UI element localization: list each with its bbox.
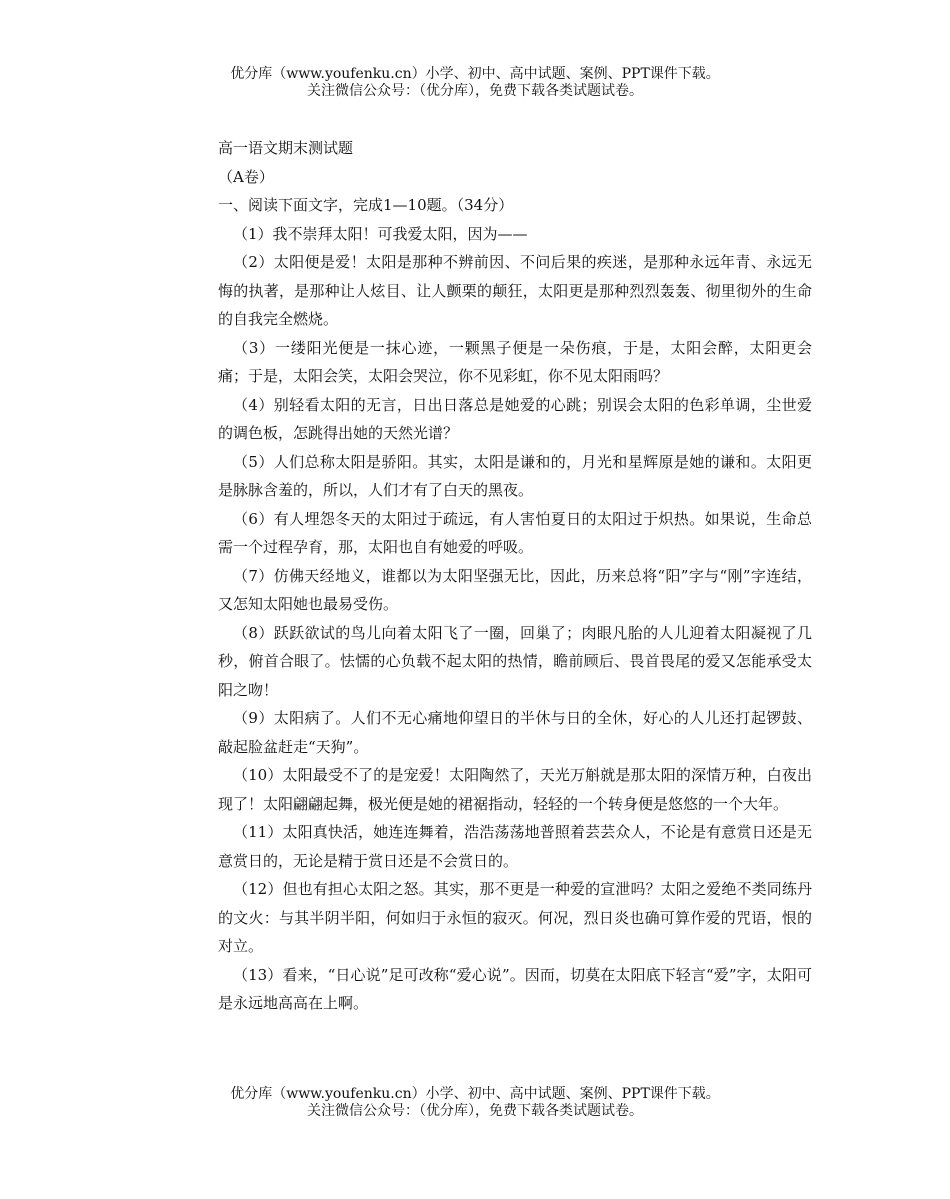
question-instruction: 一、阅读下面文字，完成1—10题。（34分）	[218, 196, 514, 214]
paragraph-8: （8）跃跃欲试的鸟儿向着太阳飞了一圈，回巢了；肉眼凡胎的人儿迎着太阳凝视了几秒，俯首合眼了。怯懦的心负载不起太阳的热情，瞻前顾后、畏首畏尾的爱又怎能承受太阳之吻！	[218, 623, 812, 699]
document-body	[218, 134, 812, 1018]
paragraph-4: （4）别轻看太阳的无言，日出日落总是她爱的心跳；别误会太阳的色彩单调，尘世爱的调色板，怎跳得出她的天然光谱？	[218, 395, 812, 442]
doc-title: 高一语文期末测试题	[218, 139, 354, 157]
paragraph-2: （2）太阳便是爱！太阳是那种不辨前因、不问后果的疾迷，是那种永远年青、永远无悔的执著，是那种让人炫目、让人颤栗的颠狂，太阳更是那种烈烈轰轰、彻里彻外的生命的自我完全燃烧。	[218, 253, 812, 328]
footer-line-1: 优分库（www.youfenku.cn）小学、初中、高中试题、案例、PPT课件下载。	[230, 1086, 720, 1102]
footer-line-2: 关注微信公众号：（优分库），免费下载各类试题试卷。	[307, 1103, 643, 1119]
paragraph-10: （10）太阳最受不了的是宠爱！太阳陶然了，天光万斛就是那太阳的深情万种，白夜出现了！太阳翩翩起舞，极光便是她的裙裾指动，轻轻的一个转身便是悠悠的一个大年。	[218, 766, 812, 813]
doc-section: （A卷）	[218, 167, 274, 186]
paragraph-11: （11）太阳真快活，她连连舞着，浩浩荡荡地普照着芸芸众人，不论是有意赏日还是无意赏日的，无论是精于赏日还是不会赏日的。	[218, 823, 812, 870]
header-line-1: 优分库（www.youfenku.cn）小学、初中、高中试题、案例、PPT课件下载。	[230, 66, 720, 82]
paragraph-1: （1）我不崇拜太阳！可我爱太阳，因为——	[233, 224, 528, 243]
paragraph-12: （12）但也有担心太阳之怒。其实，那不更是一种爱的宣泄吗？太阳之爱绝不类同练丹的文火：与其半阴半阳，何如归于永恒的寂灭。何况，烈日炎也确可算作爱的咒语，恨的对立。	[218, 880, 812, 955]
paragraph-13: （13）看来，“日心说”足可改称“爱心说”。因而，切莫在太阳底下轻言“爱”字，太阳可是永远地高高在上啊。	[218, 965, 812, 1012]
header-line-2: 关注微信公众号：（优分库），免费下载各类试题试卷。	[307, 83, 643, 99]
paragraph-7: （7）仿佛天经地义，谁都以为太阳坚强无比，因此，历来总将“阳”字与“刚”字连结，又怎知太阳她也最易受伤。	[218, 566, 812, 613]
page-footer	[0, 1086, 950, 1120]
paragraph-3: （3）一缕阳光便是一抹心迹，一颗黑子便是一朵伤痕，于是，太阳会醉，太阳更会痛；于是，太阳会笑，太阳会哭泣，你不见彩虹，你不见太阳雨吗？	[218, 338, 812, 385]
paragraph-9: （9）太阳病了。人们不无心痛地仰望日的半休与日的全休，好心的人儿还打起锣鼓、敲起脸盆赶走“天狗”。	[218, 709, 812, 756]
paragraph-5: （5）人们总称太阳是骄阳。其实，太阳是谦和的，月光和星辉原是她的谦和。太阳更是脉脉含羞的，所以，人们才有了白天的黑夜。	[218, 452, 812, 499]
page-header	[0, 66, 950, 100]
paragraph-6: （6）有人埋怨冬天的太阳过于疏远，有人害怕夏日的太阳过于炽热。如果说，生命总需一个过程孕育，那，太阳也自有她爱的呼吸。	[218, 509, 812, 556]
